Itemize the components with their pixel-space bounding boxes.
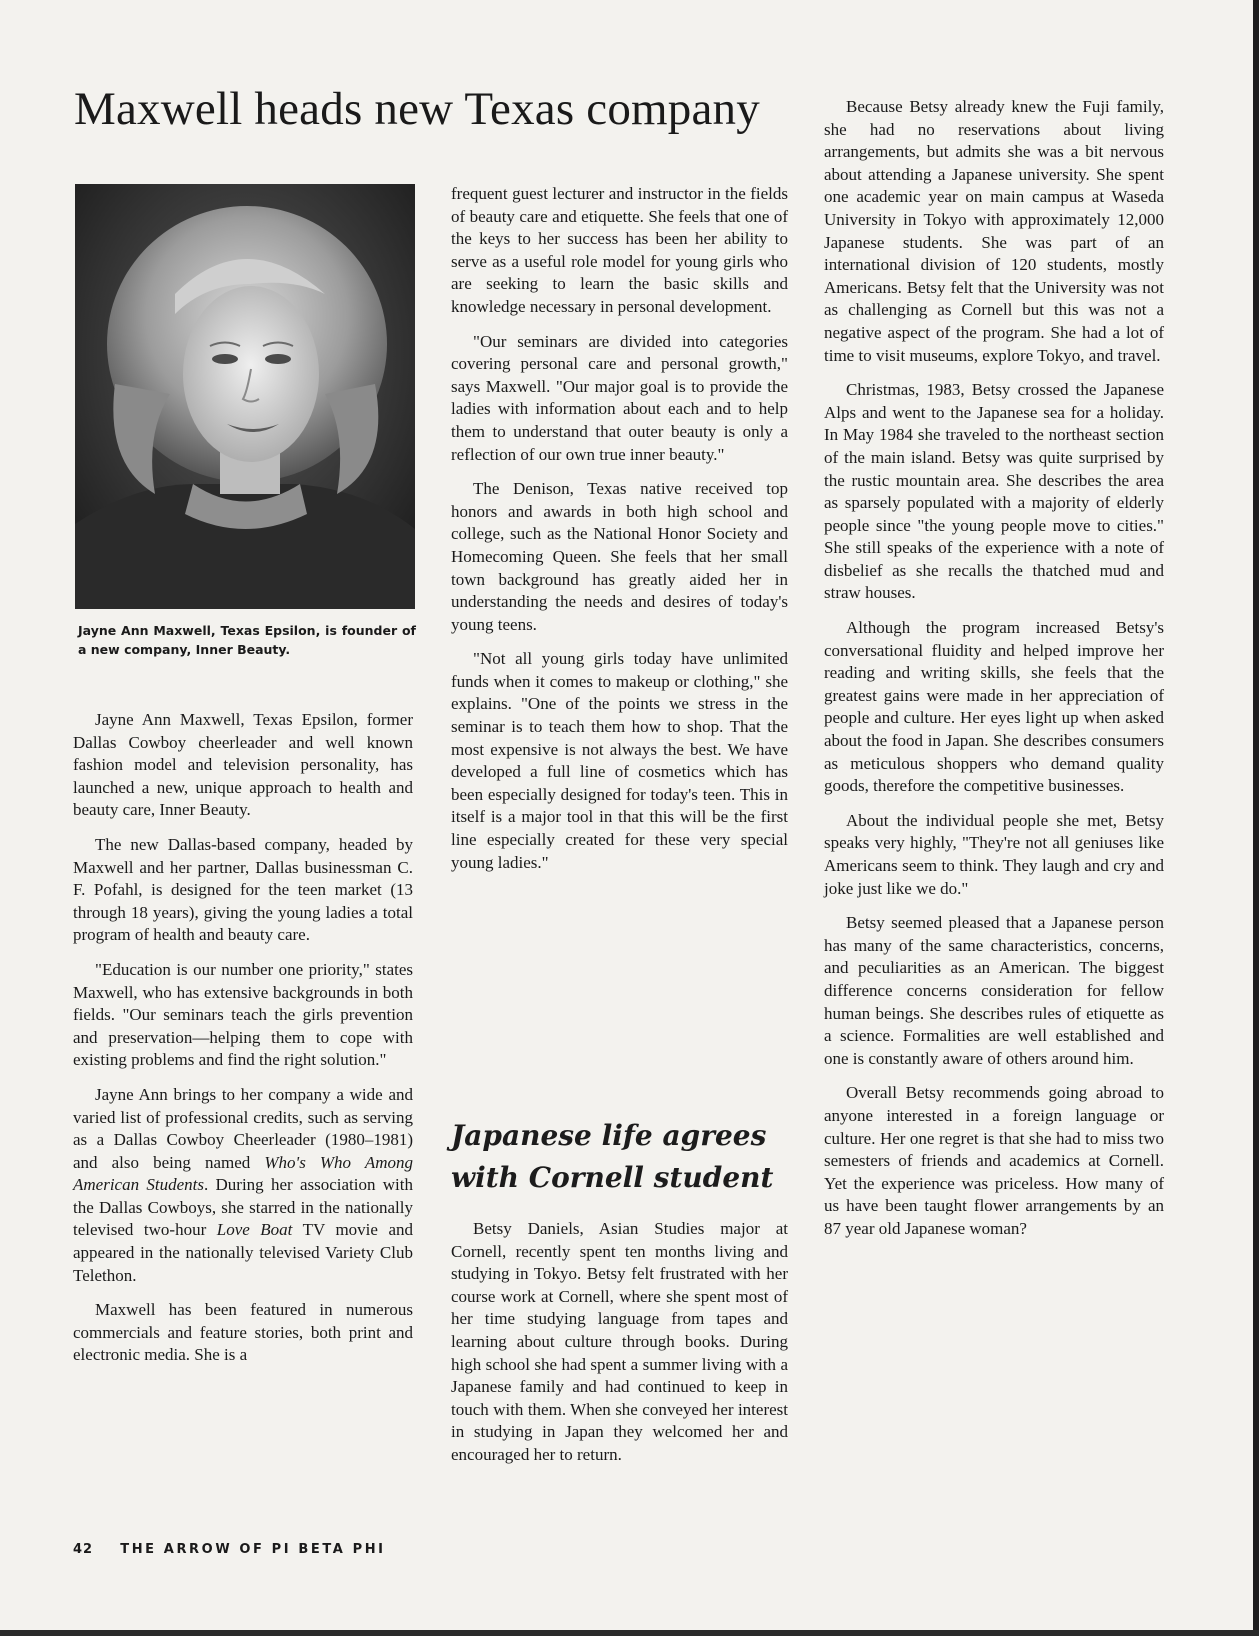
paragraph: The Denison, Texas native received top honors and awards in both high school and college, such as the National Honor Society and Homecoming Queen. She feels that her small town background has greatly aided her in understanding the needs and desires of today's young teens. xyxy=(451,479,788,634)
paragraph: "Education is our number one priority," states Maxwell, who has extensive backgrounds in both fields. "Our seminars teach the girls prevention and preservation—helping them to cope with existing problems and find the right solution." xyxy=(73,959,413,1070)
page-footer xyxy=(73,1542,386,1557)
article2-title-line2: with Cornell student xyxy=(451,1161,774,1194)
paragraph: "Not all young girls today have unlimited funds when it comes to makeup or clothing," she explains. "One of the points we stress in the seminar is to teach them how to shop. That the most expensive is not always the best. We have developed a full line of cosmetics which has been especially designed for today's teen. This in itself is a major tool in that this will be the first line especially created for these very special young ladies." xyxy=(451,649,788,872)
page-edge-right xyxy=(1253,0,1259,1636)
column-1 xyxy=(73,709,413,1379)
column-2-article2 xyxy=(451,1218,788,1479)
paragraph: Christmas, 1983, Betsy crossed the Japanese Alps and went to the Japanese sea for a holiday. In May 1984 she traveled to the northeast section of the main island. Betsy was quite surprised by the rustic mountain area. She describes the area as sparsely populated with a majority of elderly people since "the young people move to cities." She still speaks of the experience with a note of disbelief as she recalls the thatched mud and straw houses. xyxy=(824,380,1164,603)
article-title: Maxwell heads new Texas company xyxy=(74,83,760,135)
paragraph: Betsy seemed pleased that a Japanese person has many of the same characteristics, concerns, and peculiarities as an American. The biggest difference concerns consideration for fellow human beings. She describes rules of etiquette as a science. Formalities are well established and one is constantly aware of others around him. xyxy=(824,913,1164,1068)
paragraph: The new Dallas-based company, headed by Maxwell and her partner, Dallas businessman C. F. Pofahl, is designed for the teen market (13 through 18 years), giving the young ladies a total program of health and beauty care. xyxy=(73,834,413,945)
text-run: . During her association with the Dallas Cowboys, she starred in the nationally televised two-hour xyxy=(73,1175,413,1240)
italic-title: Love Boat xyxy=(216,1220,293,1240)
paragraph xyxy=(73,1084,413,1287)
paragraph: Maxwell has been featured in numerous commercials and feature stories, both print and electronic media. She is a xyxy=(73,1300,413,1365)
text-run: TV movie and appeared in the nationally televised Variety Club Telethon. xyxy=(73,1220,413,1285)
photo-caption: Jayne Ann Maxwell, Texas Epsilon, is founder of a new company, Inner Beauty. xyxy=(78,623,416,657)
column-2 xyxy=(451,183,788,886)
page-number: 42 xyxy=(73,1542,94,1557)
paragraph: Because Betsy already knew the Fuji family, she had no reservations about living arrangements, but admits she was a bit nervous about attending a Japanese university. She spent one academic year on main campus at Waseda University in Tokyo with approximately 12,000 Japanese students. She was part of an international division of 120 students, mostly Americans. Betsy felt that the University was not as challenging as Cornell but this was not a negative aspect of the program. She had a lot of time to visit museums, explore Tokyo, and travel. xyxy=(824,97,1164,365)
portrait-illustration xyxy=(75,184,415,609)
article2-title-line1: Japanese life agrees xyxy=(451,1119,767,1152)
paragraph: About the individual people she met, Betsy speaks very highly, "They're not all geniuses like Americans seem to think. They laugh and cry and joke just like we do." xyxy=(824,810,1164,898)
paragraph: Jayne Ann Maxwell, Texas Epsilon, former Dallas Cowboy cheerleader and well known fashion model and television personality, has launched a new, unique approach to health and beauty care, Inner Beauty. xyxy=(73,710,413,820)
portrait-photo xyxy=(75,184,415,609)
page-edge-bottom xyxy=(0,1630,1259,1636)
paragraph-continued: frequent guest lecturer and instructor in the fields of beauty care and etiquette. She feels that one of the keys to her success has been her ability to serve as a useful role model for young girls who are seeking to learn the basic skills and knowledge necessary in personal development. xyxy=(451,184,788,316)
column-3 xyxy=(824,96,1164,1253)
paragraph: "Our seminars are divided into categories covering personal care and personal growth," says Maxwell. "Our major goal is to provide the ladies with information about each and to help them to understand that outer beauty is only a reflection of our own true inner beauty." xyxy=(451,331,788,464)
paragraph: Betsy Daniels, Asian Studies major at Cornell, recently spent ten months living and studying in Tokyo. Betsy felt frustrated with her course work at Cornell, where she spent most of her time studying language from tapes and learning about culture through books. During high school she had spent a summer living with a Japanese family and had continued to keep in touch with them. When she conveyed her interest in studying in Japan they welcomed her and encouraged her to return. xyxy=(451,1219,788,1464)
paragraph: Overall Betsy recommends going abroad to anyone interested in a foreign language or culture. Her one regret is that she had to miss two semesters of friends and academics at Cornell. Yet the experience was priceless. How many of us have been taught flower arrangements by an 87 year old Japanese woman? xyxy=(824,1083,1164,1238)
italic-title: Who's Who Among American Students xyxy=(73,1152,414,1195)
publication-name: THE ARROW OF PI BETA PHI xyxy=(120,1542,386,1557)
text-run: Jayne Ann brings to her company a wide and varied list of professional credits, such as serving as a Dallas Cowboy Cheerleader (1980–1981) and also being named xyxy=(73,1084,413,1172)
paragraph: Although the program increased Betsy's conversational fluidity and helped improve her reading and writing skills, she feels that the greatest gains were made in her appreciation of people and culture. Her eyes light up when asked about the food in Japan. She describes consumers as meticulous shoppers who demand quality goods, therefore the competitive businesses. xyxy=(824,618,1164,796)
article2-title xyxy=(451,1115,788,1199)
